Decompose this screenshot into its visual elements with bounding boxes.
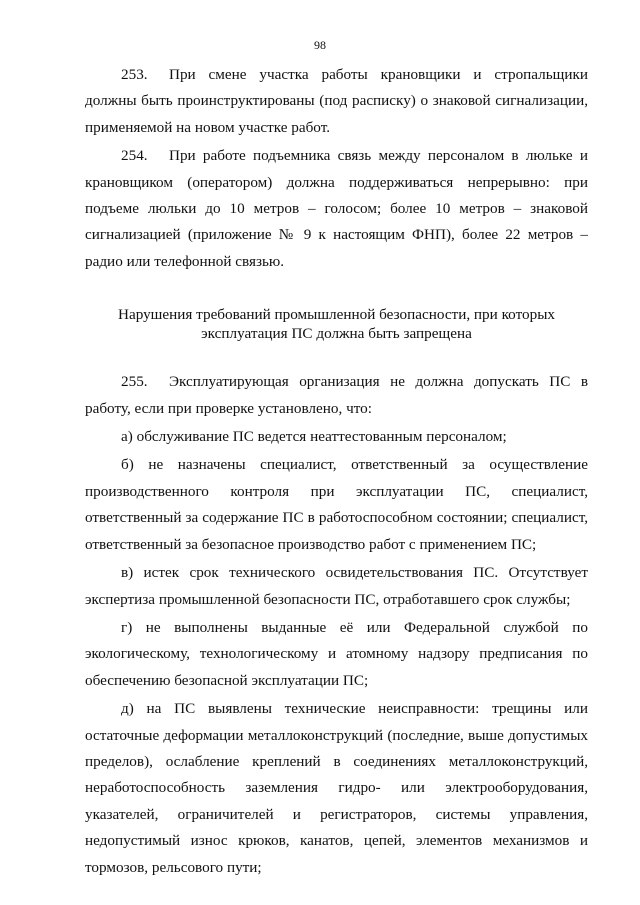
paragraph-number: 255.	[121, 373, 148, 391]
list-item-text: а) обслуживание ПС ведется неаттестованным персоналом;	[121, 428, 507, 446]
section-heading	[85, 305, 588, 343]
paragraph-text: При смене участка работы крановщики и стропальщики должны быть проинструктированы (под расписку) о знаковой сигнализации, применяемой на новом участке работ.	[85, 66, 588, 136]
paragraph-text: При работе подъемника связь между персоналом в люльке и крановщиком (оператором) должна поддерживаться непрерывно: при подъеме люльки до 10 метров – голосом; более 10 метров – знаковой сигнализацией (приложение № 9 к настоящим ФНП), более 22 метров – радио или телефонной связью.	[85, 147, 588, 270]
page-number: 98	[314, 38, 326, 52]
list-item-a	[85, 424, 588, 450]
paragraph-number: 253.	[121, 66, 148, 83]
document-body	[85, 62, 588, 881]
paragraph-number: 254.	[121, 147, 148, 165]
paragraph-253	[85, 62, 588, 141]
list-item-v	[85, 560, 588, 613]
paragraph-text: Эксплуатирующая организация не должна допускать ПС в работу, если при проверке установлено, что:	[85, 373, 588, 417]
section-heading-line-1: Нарушения требований промышленной безопасности, при которых	[117, 306, 555, 324]
list-item-text: в) истек срок технического освидетельствования ПС. Отсутствует экспертиза промышленной безопасности ПС, отработавшего срок службы;	[85, 564, 588, 608]
list-item-text: г) не выполнены выданные её или Федеральной службой по экологическому, технологическому и атомному надзору предписания по обеспечению безопасной эксплуатации ПС;	[85, 618, 588, 689]
list-item-text: д) на ПС выявлены технические неисправности: трещины или остаточные деформации металлоконструкций (последние, выше допустимых пределов), ослабление креплений в соединениях металлоконструкций, неработоспособность заземления гидро- или электрооборудования, указателей, ограничителей и регистраторов, системы управления, недопустимый износ крюков, канатов, цепей, элементов механизмов и тормозов, рельсового пути;	[85, 700, 588, 876]
list-item-text: б) не назначены специалист, ответственный за осуществление производственного контроля при эксплуатации ПС, специалист, ответственный за содержание ПС в работоспособном состоянии; специалист, ответственный за безопасное производство работ с применением ПС;	[85, 456, 588, 553]
paragraph-255	[85, 369, 588, 422]
section-heading-line-2: эксплуатация ПС должна быть запрещена	[201, 325, 472, 343]
list-item-g	[85, 615, 588, 694]
list-item-b	[85, 452, 588, 558]
list-item-d	[85, 696, 588, 881]
paragraph-254	[85, 143, 588, 275]
